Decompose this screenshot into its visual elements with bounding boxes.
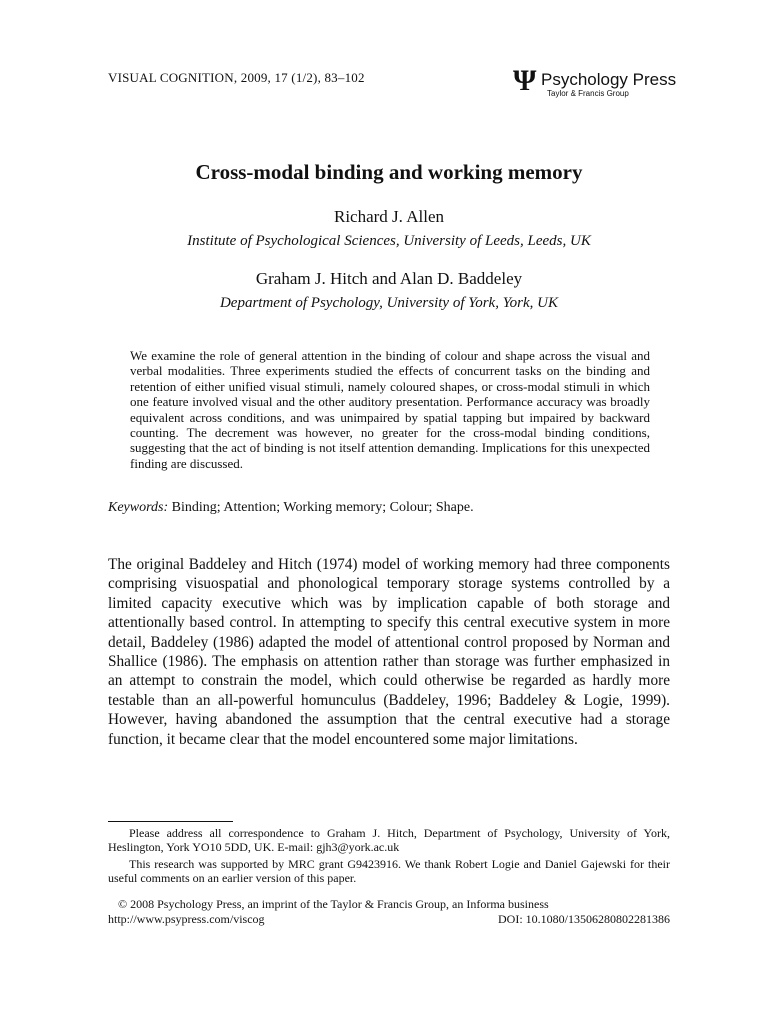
keywords-label: Keywords: xyxy=(108,500,169,515)
journal-url[interactable]: http://www.psypress.com/viscog xyxy=(108,912,265,926)
footnote-divider xyxy=(108,821,233,822)
running-head: VISUAL COGNITION, 2009, 17 (1/2), 83–102 xyxy=(108,70,365,85)
publisher-group: Taylor & Francis Group xyxy=(547,89,629,98)
footnote-correspondence: Please address all correspondence to Graham J. Hitch, Department of Psychology, University of York, Heslington, York YO10 5DD, UK. E-mail: gjh3@york.ac.uk xyxy=(108,826,670,855)
footnote-funding: This research was supported by MRC grant G9423916. We thank Robert Logie and Daniel Gajewski for their useful comments on an earlier version of this paper. xyxy=(108,857,670,886)
abstract: We examine the role of general attention in the binding of colour and shape across the visual and verbal modalities. Three experiments studied the effects of concurrent tasks on the binding and retention of either unified visual stimuli, namely coloured shapes, or cross-modal stimuli in which one feature involved visual and the other auditory presentation. Performance accuracy was broadly equivalent across conditions, and was unimpaired by spatial tapping but impaired by backward counting. The decrement was however, no greater for the cross-modal binding conditions, suggesting that the act of binding is not itself attention demanding. Implications for this unexpected finding are discussed. xyxy=(130,348,650,471)
psi-logo-icon: Ψ xyxy=(513,64,537,97)
publisher-logo xyxy=(513,64,683,104)
publisher-name: Psychology Press xyxy=(541,70,677,89)
article-title: Cross-modal binding and working memory xyxy=(195,160,583,184)
doi: DOI: 10.1080/13506280802281386 xyxy=(498,912,670,926)
body-paragraph: The original Baddeley and Hitch (1974) model of working memory had three components comprising visuospatial and phonological temporary storage systems controlled by a limited capacity executive which was by implication capable of both storage and attentionally based control. In attempting to specify this central executive system in more detail, Baddeley (1986) adapted the model of attentional control proposed by Norman and Shallice (1986). The emphasis on attention rather than storage was further emphasized in an attempt to constrain the model, which could otherwise be regarded as hardly more testable than an all-powerful homunculus (Baddeley, 1996; Baddeley & Logie, 1999). However, having abandoned the assumption that the central executive had a storage function, it became clear that the model encountered some major limitations. xyxy=(108,556,670,748)
affiliation-1: Institute of Psychological Sciences, University of Leeds, Leeds, UK xyxy=(187,233,591,249)
author-2: Graham J. Hitch and Alan D. Baddeley xyxy=(255,269,523,288)
author-1: Richard J. Allen xyxy=(333,207,444,226)
keywords-line xyxy=(108,500,474,516)
affiliation-2: Department of Psychology, University of York, York, UK xyxy=(219,295,559,311)
copyright-notice: © 2008 Psychology Press, an imprint of the Taylor & Francis Group, an Informa business xyxy=(118,897,549,911)
keywords-list: Binding; Attention; Working memory; Colour; Shape. xyxy=(171,500,474,515)
